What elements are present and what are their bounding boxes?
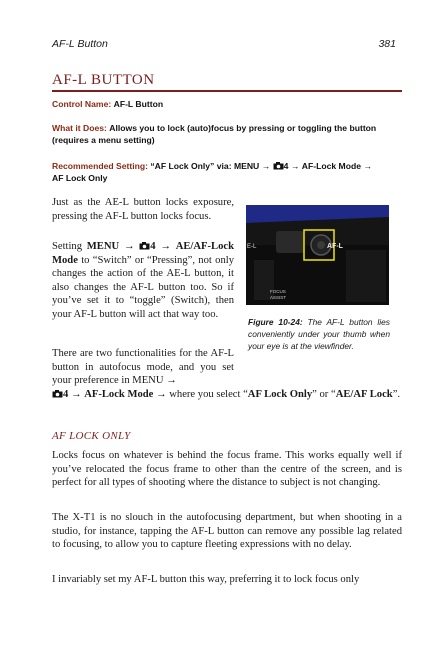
camera-icon xyxy=(273,161,284,171)
functionalities-paragraph-b xyxy=(52,388,402,402)
what-it-does-line xyxy=(52,122,402,146)
recommended-value-end: AF Lock Only xyxy=(52,173,108,183)
menu-word: MENU xyxy=(86,241,120,252)
body-paragraph: The X-T1 is no slouch in the autofocusing department, but when shooting in a studio, for instance, tapping the AF-L button can remove any possible lag related to focusing, to allow you to capture fleeting expressions with no delay. xyxy=(52,512,402,550)
camera-tab-number: 4 xyxy=(150,241,156,252)
what-it-does-value: Allows you to lock (auto)focus by pressing or toggling the button (requires a menu setting) xyxy=(52,123,377,145)
arrow-glyph: → xyxy=(156,389,167,400)
focus-assist-label-2: ASSIST xyxy=(270,295,287,300)
recommended-menu-item: AF-Lock Mode xyxy=(301,161,361,171)
functionalities-paragraph-a xyxy=(52,347,234,388)
arrow-glyph: → xyxy=(70,389,82,400)
camera-icon xyxy=(139,241,150,252)
section-title: AF-L BUTTON xyxy=(52,72,155,88)
setting-paragraph xyxy=(52,240,234,321)
arrow-glyph: → xyxy=(290,161,300,171)
section-rule xyxy=(52,90,402,92)
recommended-setting-line xyxy=(52,160,402,184)
functionalities-text-3: ” or “ xyxy=(312,389,336,400)
arrow-glyph: → xyxy=(261,161,271,171)
arrow-glyph: → xyxy=(363,161,372,171)
recommended-value-start: “AF Lock Only” via: MENU xyxy=(150,161,262,171)
arrow-glyph: → xyxy=(160,241,171,252)
figure-other-label: E-L xyxy=(247,244,257,250)
option-ae-af-lock: AE/AF Lock xyxy=(335,389,393,400)
running-head-title: AF-L Button xyxy=(52,38,108,50)
arrow-glyph: → xyxy=(166,375,177,386)
control-name-line xyxy=(52,98,402,110)
recommended-label: Recommended Setting: xyxy=(52,161,148,171)
camera-tab-number: 4 xyxy=(63,389,69,400)
setting-text: Setting xyxy=(52,241,87,252)
camera-icon xyxy=(52,389,63,400)
figure-label: Figure 10-24: xyxy=(248,317,303,327)
camera-tab-number: 4 xyxy=(283,161,289,171)
option-af-lock-only: AF Lock Only xyxy=(247,389,313,400)
functionalities-text: There are two functionalities for the AF-L button in autofocus mode, and you set your preference in MENU xyxy=(52,348,234,386)
what-it-does-label: What it Does: xyxy=(52,123,107,133)
figure-caption xyxy=(248,316,390,352)
body-paragraph: I invariably set my AF-L button this way, preferring it to lock focus only xyxy=(52,574,360,585)
setting-text-rest: to “Switch” or “Pressing”, not only changes the action of the AE-L button, it also changes the AF-L button too. So if you’ve set it to “toggle” (Switch), then your AF-L button will act that way too. xyxy=(52,254,234,320)
body-paragraph: Locks focus on whatever is behind the focus frame. This works equally well if you’ve relocated the focus frame to other than the centre of the screen, and is perfect for all types of shooting where the distance to subject is not changing. xyxy=(52,450,402,488)
intro-paragraph: Just as the AE-L button locks exposure, pressing the AF-L button locks focus. xyxy=(52,197,234,222)
focus-assist-label: FOCUS xyxy=(270,289,286,294)
page-number: 381 xyxy=(378,38,396,50)
figure-caption-text: The AF-L button lies conveniently under your thumb when your eye is at the viewfinder. xyxy=(248,317,390,351)
running-head xyxy=(52,38,396,54)
ae-af-lock-mode: AE/AF-Lock Mode xyxy=(52,241,234,266)
control-name-label: Control Name: xyxy=(52,99,112,109)
functionalities-text-2: where you select “ xyxy=(166,389,248,400)
arrow-glyph: → xyxy=(123,241,135,252)
af-lock-mode: AF-Lock Mode xyxy=(84,389,154,400)
figure-button-label: AF-L xyxy=(327,243,343,250)
functionalities-text-4: ”. xyxy=(392,389,401,400)
subhead-af-lock-only: AF LOCK ONLY xyxy=(52,430,131,442)
figure-camera-photo xyxy=(246,205,389,305)
control-name-value: AF-L Button xyxy=(113,99,164,109)
